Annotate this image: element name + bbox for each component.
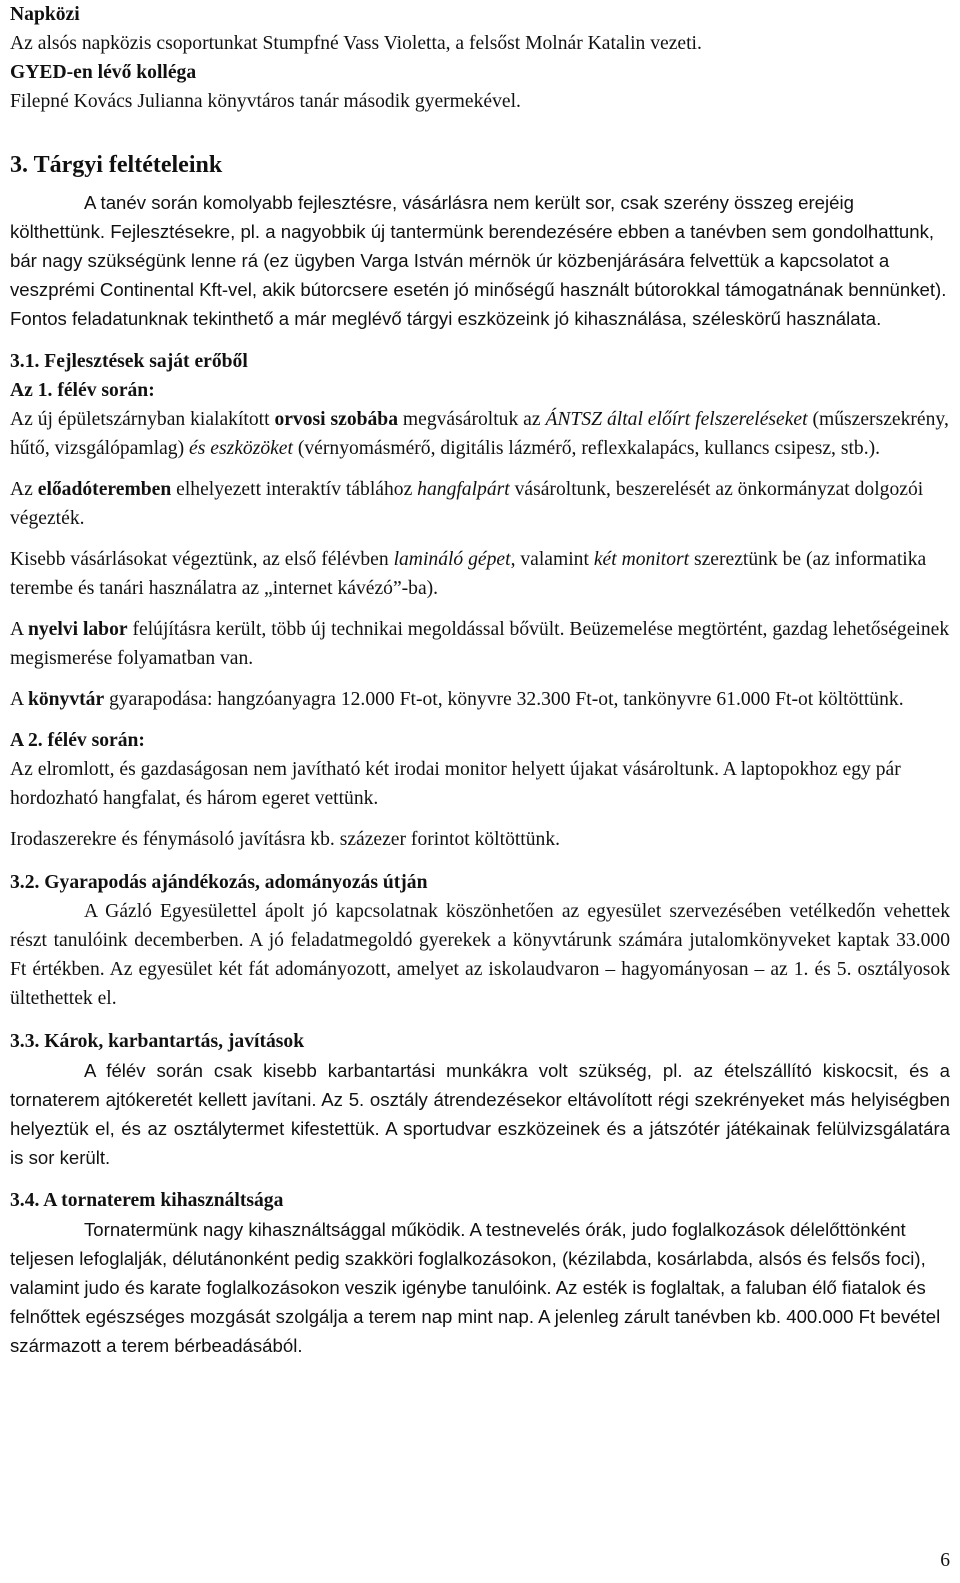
- section-3-4-heading: 3.4. A tornaterem kihasználtsága: [10, 1190, 284, 1211]
- section-3-heading: 3. Tárgyi feltételeink: [10, 152, 223, 178]
- section-3-2-heading: 3.2. Gyarapodás ajándékozás, adományozás útján: [10, 872, 428, 893]
- gyed-heading: GYED-en lévő kolléga: [10, 62, 197, 83]
- page-number: 6: [940, 1550, 950, 1571]
- section-3-intro: A tanév során komolyabb fejlesztésre, vásárlásra nem került sor, csak szerény összeg erejéig költhettünk. Fejlesztésekre, pl. a nagyobbik új tantermünk berendezésére ebben a tanévben sem gondolhattunk, bár nagy szükségünk lenne rá (ez ügyben Varga István mérnök úr közbenjárására felvettük a kapcsolatot a veszprémi Continental Kft-vel, akik bútorcsere esetén jó minőségű használt bútorokkal támogatnának bennünket). Fontos feladatunknak tekinthető a már meglévő tárgyi eszközeink jó kihasználása, széleskörű használata.: [10, 192, 947, 329]
- paragraph-small-purchases: Kisebb vásárlásokat végeztünk, az első félévben lamináló gépet, valamint két monitort szereztünk be (az informatika terembe és tanári használatra az „internet kávézó”-ba).: [10, 549, 927, 599]
- section-3-3-text: A félév során csak kisebb karbantartási munkákra volt szükség, pl. az ételszállító kiskocsit, és a tornaterem ajtókeretét kellett javítani. Az 5. osztály átrendezésekor eltávolított régi szekrényeket más helyiségben helyeztük el, és az osztálytermet kifestettük. A sportudvar eszközeinek és a játszótér játékainak felülvizsgálatára is sor került.: [10, 1060, 950, 1168]
- paragraph-library: A könyvtár gyarapodása: hangzóanyagra 12.000 Ft-ot, könyvre 32.300 Ft-ot, tankönyvre 61.000 Ft-ot költöttünk.: [10, 689, 904, 710]
- section-3-2-text: A Gázló Egyesülettel ápolt jó kapcsolatnak köszönhetően az egyesület szervezésében vetélkedőn vehettek részt tanulóink decemberben. A jó feladatmegoldó gyerekek a könyvtárunk számára jutalomkönyveket kaptak 33.000 Ft értékben. Az egyesület két fát adományozott, amelyet az iskolaudvaron – hagyományosan – az 1. és 5. osztályosok ültethettek el.: [10, 901, 950, 1009]
- semester-1-label: Az 1. félév során:: [10, 380, 155, 401]
- section-3-1-heading: 3.1. Fejlesztések saját erőből: [10, 351, 248, 372]
- semester-2-label: A 2. félév során:: [10, 730, 145, 751]
- gyed-text: Filepné Kovács Julianna könyvtáros tanár második gyermekével.: [10, 91, 521, 112]
- paragraph-office-supplies: Irodaszerekre és fénymásoló javításra kb. százezer forintot költöttünk.: [10, 829, 561, 850]
- paragraph-monitors: Az elromlott, és gazdaságosan nem javítható két irodai monitor helyett újakat vásároltunk. A laptopokhoz egy pár hordozható hangfalat, és három egeret vettünk.: [10, 759, 901, 809]
- section-3-3-heading: 3.3. Károk, karbantartás, javítások: [10, 1031, 305, 1052]
- napkozi-text: Az alsós napközis csoportunkat Stumpfné Vass Violetta, a felsőst Molnár Katalin vezeti.: [10, 33, 702, 54]
- section-3-4-text: Tornatermünk nagy kihasználtsággal működik. A testnevelés órák, judo foglalkozások délelőttönként teljesen lefoglalják, délutánonként pedig szakköri foglalkozásokon, (kézilabda, kosárlabda, alsós és felsős foci), valamint judo és karate foglalkozásokon veszik igénybe tanulóink. Az esték is foglaltak, a faluban élő fiatalok és felnőttek egészséges mozgását szolgálja a terem nap mint nap. A jelenleg zárult tanévben kb. 400.000 Ft bevétel származott a terem bérbeadásából.: [10, 1219, 941, 1356]
- paragraph-language-lab: A nyelvi labor felújításra került, több új technikai megoldással bővült. Beüzemelése megtörtént, gazdag lehetőségeinek megismerése folyamatban van.: [10, 619, 950, 669]
- paragraph-lecture-hall: Az előadóteremben elhelyezett interaktív táblához hangfalpárt vásároltunk, beszerelését az önkormányzat dolgozói végezték.: [10, 479, 924, 529]
- document-page: [10, 0, 950, 1360]
- paragraph-medical-room: Az új épületszárnyban kialakított orvosi szobába megvásároltuk az ÁNTSZ által előírt felszereléseket (műszerszekrény, hűtő, vizsgálópamlag) és eszközöket (vérnyomásmérő, digitális lázmérő, reflexkalapács, kullancs csipesz, stb.).: [10, 409, 949, 459]
- napkozi-heading: Napközi: [10, 4, 80, 25]
